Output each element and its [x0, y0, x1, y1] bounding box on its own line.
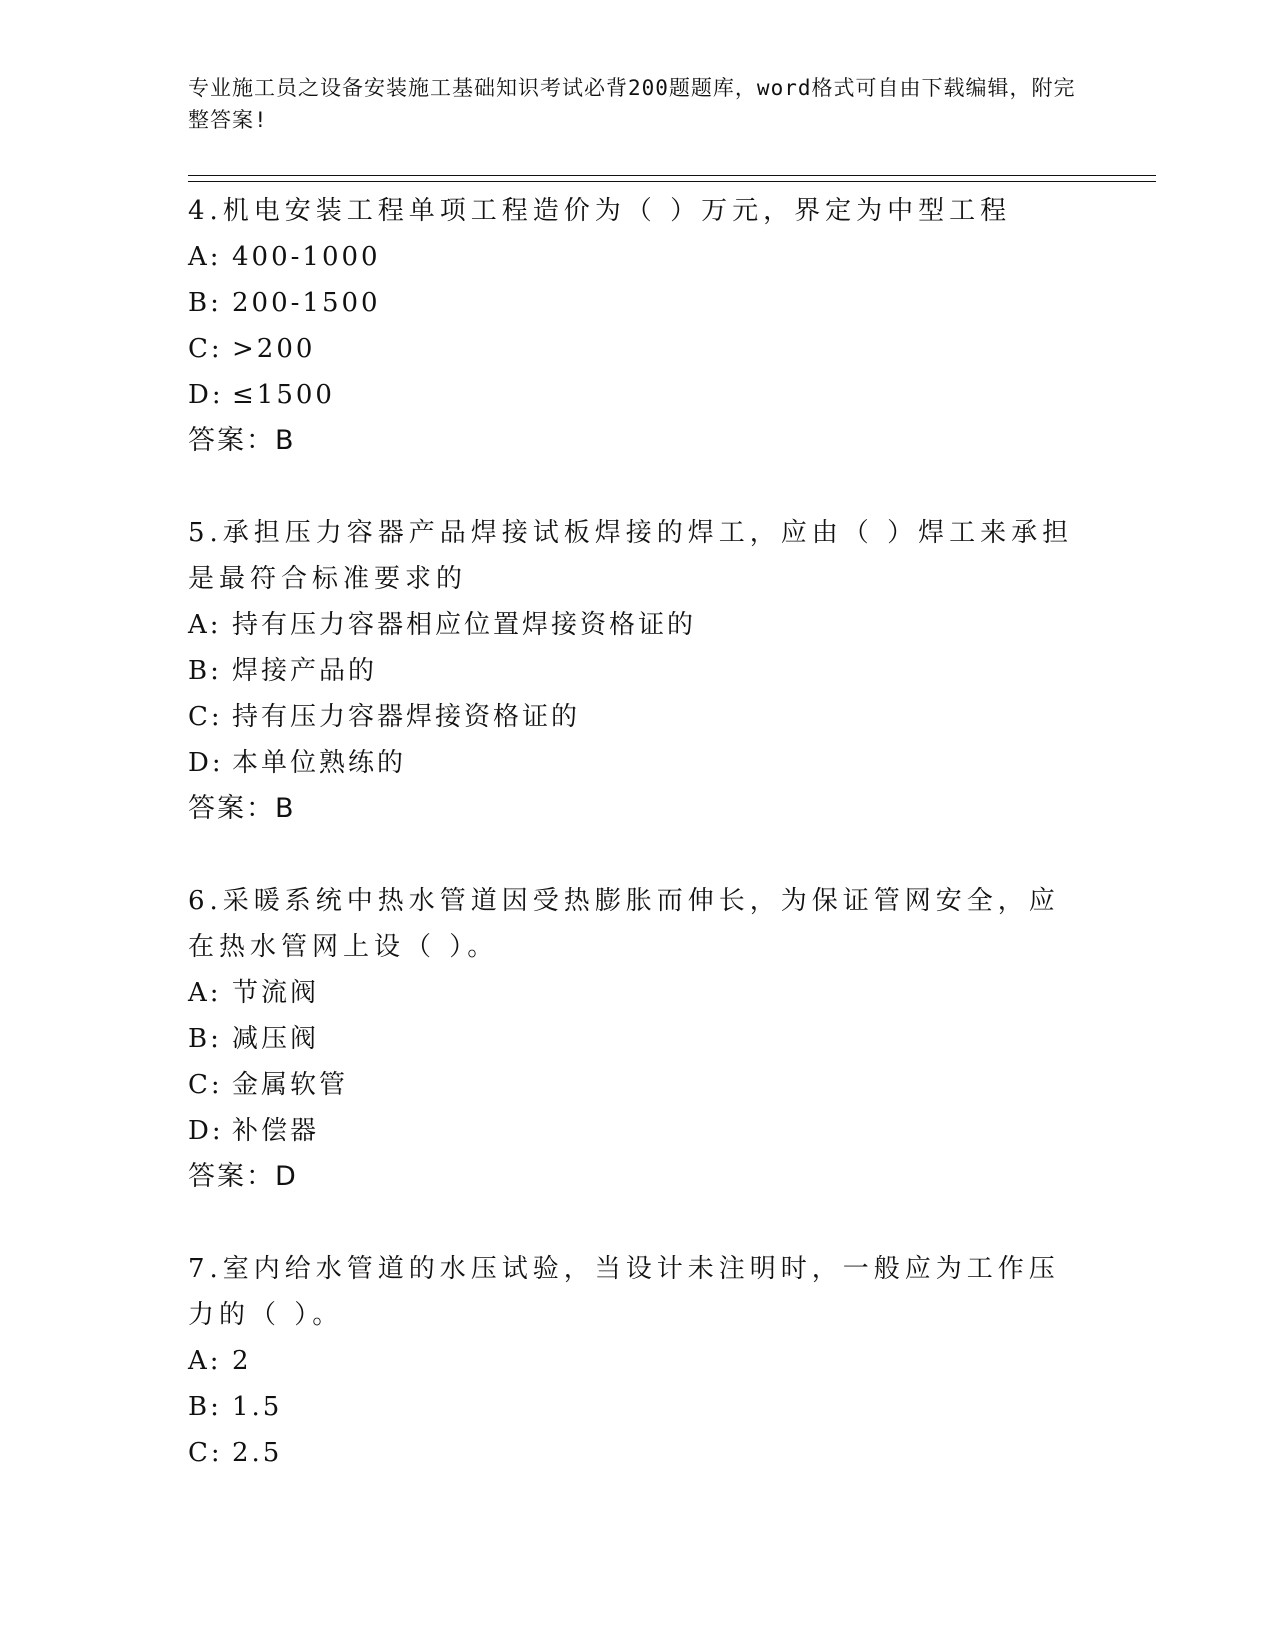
- option-b: [188, 1016, 1088, 1062]
- option-text: 节流阀: [232, 978, 320, 1008]
- option-d: [188, 740, 1088, 786]
- option-text: 400-1000: [232, 242, 381, 272]
- question-5: [188, 510, 1088, 832]
- option-letter: B:: [188, 656, 222, 686]
- option-letter: D:: [188, 1116, 224, 1146]
- question-6: [188, 878, 1088, 1200]
- option-a: [188, 970, 1088, 1016]
- header-rule-bottom: [188, 181, 1156, 182]
- header-rule-top: [188, 175, 1156, 176]
- option-text: 补偿器: [232, 1116, 320, 1146]
- question-7: [188, 1246, 1088, 1476]
- option-text: 持有压力容器相应位置焊接资格证的: [232, 610, 697, 640]
- answer: 答案：B: [188, 793, 296, 824]
- document-header: 专业施工员之设备安装施工基础知识考试必背200题题库，word格式可自由下载编辑，附完整答案!: [188, 76, 1076, 132]
- option-letter: C:: [188, 1070, 223, 1100]
- option-text: 2: [232, 1346, 252, 1376]
- option-letter: C:: [188, 1438, 223, 1468]
- option-c: [188, 694, 1088, 740]
- option-letter: B:: [188, 1392, 222, 1422]
- option-text: 200-1500: [232, 288, 381, 318]
- option-b: [188, 1384, 1088, 1430]
- option-d: [188, 372, 1088, 418]
- option-c: [188, 1062, 1088, 1108]
- answer: 答案：D: [188, 1161, 298, 1192]
- question-text: 4.机电安装工程单项工程造价为（ ）万元，界定为中型工程: [188, 196, 1012, 226]
- option-text: 焊接产品的: [232, 656, 378, 686]
- option-c: [188, 326, 1088, 372]
- option-d: [188, 1108, 1088, 1154]
- option-text: >200: [232, 334, 316, 364]
- option-letter: A:: [188, 978, 222, 1008]
- option-a: [188, 602, 1088, 648]
- question-text: 7.室内给水管道的水压试验，当设计未注明时，一般应为工作压力的（ ）。: [188, 1254, 1060, 1330]
- question-4: [188, 188, 1088, 464]
- option-a: [188, 1338, 1088, 1384]
- option-text: 2.5: [232, 1438, 283, 1468]
- option-letter: D:: [188, 380, 224, 410]
- option-letter: C:: [188, 702, 223, 732]
- question-text: 6.采暖系统中热水管道因受热膨胀而伸长，为保证管网安全，应在热水管网上设（ ）。: [188, 886, 1060, 962]
- option-text: ≤1500: [232, 380, 335, 410]
- option-text: 金属软管: [232, 1070, 349, 1100]
- option-text: 1.5: [232, 1392, 283, 1422]
- option-text: 持有压力容器焊接资格证的: [232, 702, 581, 732]
- option-letter: A:: [188, 242, 222, 272]
- option-letter: C:: [188, 334, 223, 364]
- option-text: 减压阀: [232, 1024, 320, 1054]
- option-letter: D:: [188, 748, 224, 778]
- answer: 答案：B: [188, 425, 296, 456]
- option-letter: A:: [188, 610, 222, 640]
- question-text: 5.承担压力容器产品焊接试板焊接的焊工，应由（ ）焊工来承担是最符合标准要求的: [188, 518, 1074, 594]
- option-c: [188, 1430, 1088, 1476]
- option-letter: A:: [188, 1346, 222, 1376]
- option-letter: B:: [188, 288, 222, 318]
- option-text: 本单位熟练的: [232, 748, 407, 778]
- option-b: [188, 280, 1088, 326]
- option-letter: B:: [188, 1024, 222, 1054]
- question-list: [188, 188, 1088, 1522]
- option-a: [188, 234, 1088, 280]
- option-b: [188, 648, 1088, 694]
